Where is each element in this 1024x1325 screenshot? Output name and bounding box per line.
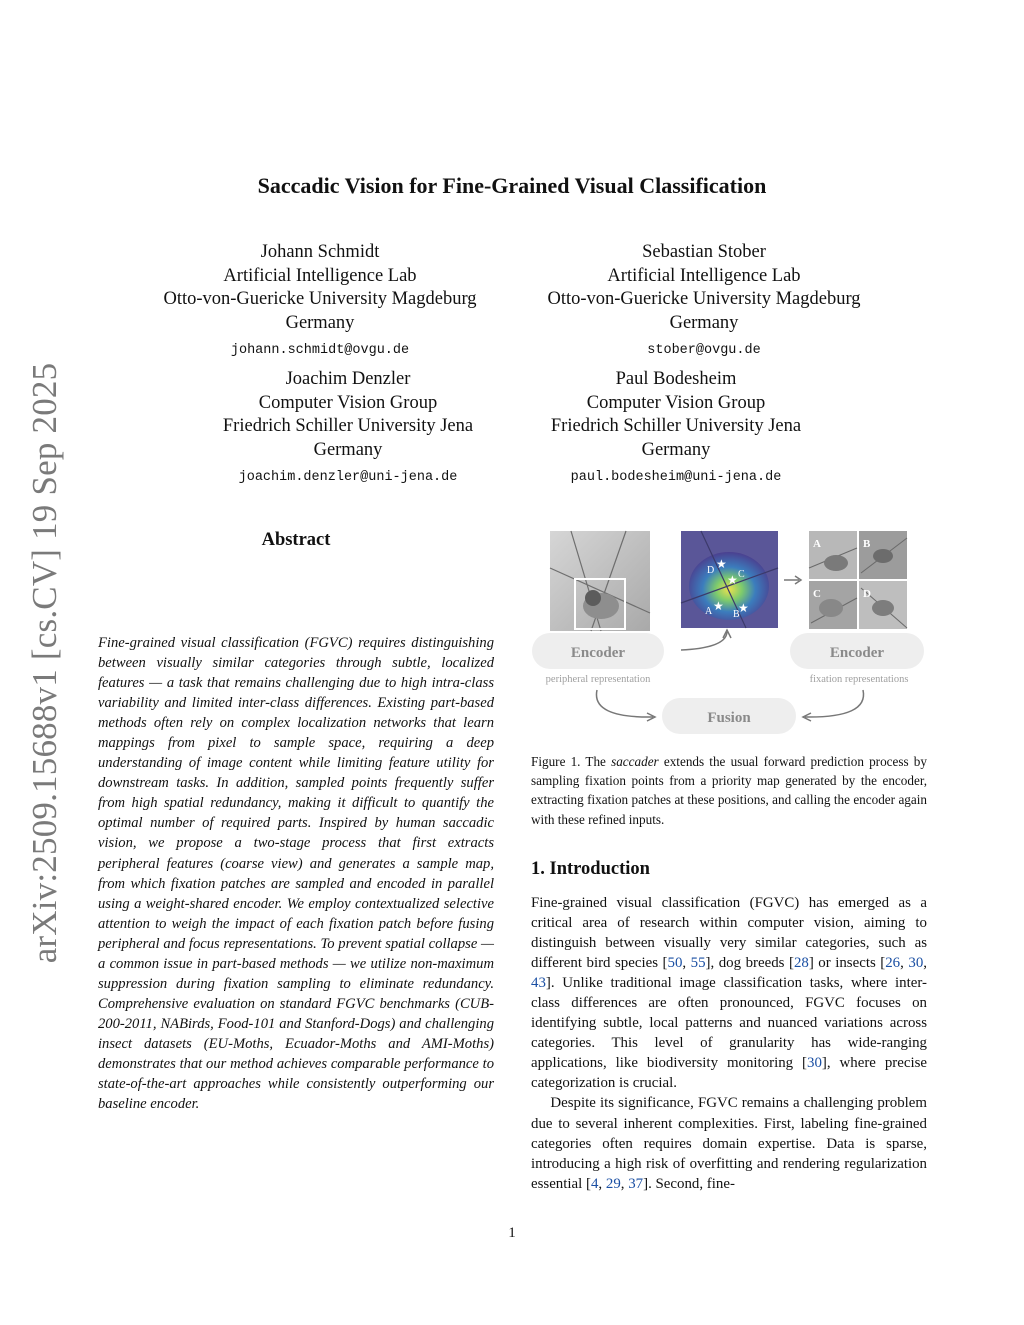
author-country: Germany xyxy=(285,312,355,333)
paper-title: Saccadic Vision for Fine-Grained Visual Classification xyxy=(257,173,767,198)
figure-1 xyxy=(531,528,931,740)
patch-label: D xyxy=(863,588,871,600)
author-country: Germany xyxy=(313,439,383,460)
caption-prefix: Figure 1. The xyxy=(531,754,612,769)
citation-link[interactable]: 37 xyxy=(628,1175,644,1192)
priority-map-image xyxy=(681,531,778,628)
author-name: Sebastian Stober xyxy=(642,242,766,262)
citation-link[interactable]: 30 xyxy=(807,1055,822,1072)
author-block-2 xyxy=(514,241,894,361)
author-group: Artificial Intelligence Lab xyxy=(223,265,417,286)
intro-paragraph-2: Despite its significance, FGVC remains a challenging problem due to several inherent complexities. First, labeling fine-grained categories often requires domain expertise. Data is sparse, introducing a high risk of overfitting and rendering regularization essential [4, 29, 37]. Second, fine- xyxy=(531,1095,927,1192)
author-block-4 xyxy=(486,368,866,488)
citation-link[interactable]: 28 xyxy=(793,955,809,972)
arrow-left-to-fusion xyxy=(596,690,653,717)
author-block-1 xyxy=(130,241,510,361)
author-name: Joachim Denzler xyxy=(285,369,411,389)
abstract-heading: Abstract xyxy=(261,530,331,550)
author-country: Germany xyxy=(641,439,711,460)
fixation-patches xyxy=(809,531,907,629)
author-country: Germany xyxy=(669,312,739,333)
section-heading-introduction: 1. Introduction xyxy=(531,859,650,879)
arrow-right-to-fusion xyxy=(805,690,864,717)
author-affiliation: Otto-von-Guericke University Magdeburg xyxy=(163,289,477,309)
fixation-label: B xyxy=(733,609,740,620)
figure-diagram xyxy=(531,528,931,740)
fusion-label: Fusion xyxy=(707,710,751,726)
introduction-body xyxy=(531,893,927,1194)
encoder-left-label: Encoder xyxy=(570,645,626,661)
author-block-3 xyxy=(158,368,538,488)
intro-paragraph-1: Fine-grained visual classification (FGVC) has emerged as a critical area of research within computer vision, aiming to distinguish between visually very similar categories, such as different bird species [50, 55], dog breeds [28] or insects [26, 30, 43]. Unlike traditional image classification tasks, where inter-class differences are often pronounced, FGVC focuses on identifying subtle, local patterns and nuanced variations across categories. This level of granularity has wide-ranging applications, like biodiversity monitoring [30], where precise categorization is crucial. xyxy=(531,895,927,1092)
author-email[interactable]: paul.bodesheim@uni-jena.de xyxy=(570,470,782,485)
patch-label: A xyxy=(813,538,821,550)
fixation-label: A xyxy=(705,606,713,617)
fixation-label: C xyxy=(738,569,745,580)
arxiv-stamp: arXiv:2509.15688v1 [cs.CV] 19 Sep 2025 xyxy=(25,362,64,964)
arrow-encoder-to-map xyxy=(681,632,727,650)
citation-link[interactable]: 26 xyxy=(885,955,901,972)
peripheral-label: peripheral representation xyxy=(545,674,651,685)
citation-link[interactable]: 50 xyxy=(667,955,683,972)
author-affiliation: Otto-von-Guericke University Magdeburg xyxy=(547,289,861,309)
author-affiliation: Friedrich Schiller University Jena xyxy=(550,416,802,436)
citation-link[interactable]: 30 xyxy=(908,955,924,972)
svg-text:★: ★ xyxy=(713,599,724,613)
citation-link[interactable]: 43 xyxy=(531,975,546,992)
author-group: Computer Vision Group xyxy=(586,392,766,413)
author-email[interactable]: joachim.denzler@uni-jena.de xyxy=(238,470,458,485)
author-name: Johann Schmidt xyxy=(260,242,380,262)
fixation-label: D xyxy=(707,565,715,576)
patch-label: B xyxy=(863,538,871,550)
author-name: Paul Bodesheim xyxy=(615,369,737,389)
fixation-label-text: fixation representations xyxy=(809,674,909,685)
author-email[interactable]: stober@ovgu.de xyxy=(647,343,761,358)
input-bird-image xyxy=(550,531,650,631)
author-email[interactable]: johann.schmidt@ovgu.de xyxy=(230,343,410,358)
encoder-right-label: Encoder xyxy=(829,645,885,661)
author-group: Artificial Intelligence Lab xyxy=(607,265,801,286)
figure-caption xyxy=(531,752,927,829)
author-group: Computer Vision Group xyxy=(258,392,438,413)
caption-emphasis: saccader xyxy=(611,754,659,769)
svg-text:★: ★ xyxy=(716,557,727,571)
citation-link[interactable]: 4 xyxy=(590,1175,599,1192)
abstract-text: Fine-grained visual classification (FGVC) requires distinguishing between visually similar categories through subtle, localized features — a task that remains challenging due to high intra-class variability and limited inter-class differences. Existing part-based methods often rely on complex localization networks that learn mappings from pixel to sample space, requiring a deep understanding of image content while limiting feature utility for downstream tasks. In addition, sampled points frequently suffer from high spatial redundancy, making it difficult to quantify the optimal number of required parts. Inspired by human saccadic vision, we propose a two-stage process that first extracts peripheral features (coarse view) and generates a sample map, from which fixation patches are sampled and encoded in parallel using a weight-shared encoder. We employ contextualized selective attention to weigh the impact of each fixation patch before fusing peripheral and focus representations. To prevent spatial collapse — a common issue in part-based methods — we utilize non-maximum suppression during fixation sampling to eliminate redundancy. Comprehensive evaluation on standard FGVC benchmarks (CUB-200-2011, NABirds, Food-101 and Stanford-Dogs) and challenging insect datasets (EU-Moths, Ecuador-Moths and AMI-Moths) demonstrates that our method achieves comparable performance to state-of-the-art approaches while consistently outperforming our baseline encoder. xyxy=(98,635,494,1113)
citation-link[interactable]: 55 xyxy=(690,955,706,972)
svg-text:★: ★ xyxy=(738,601,749,615)
svg-text:★: ★ xyxy=(727,573,738,587)
author-affiliation: Friedrich Schiller University Jena xyxy=(222,416,474,436)
patch-label: C xyxy=(813,588,821,600)
page-number: 1 xyxy=(508,1225,516,1241)
citation-link[interactable]: 29 xyxy=(605,1175,621,1192)
caption-rest: extends the usual forward prediction process by sampling fixation points from a priority map generated by the encoder, extracting fixation patches at these positions, and calling the encoder again with these refined inputs. xyxy=(531,754,927,827)
